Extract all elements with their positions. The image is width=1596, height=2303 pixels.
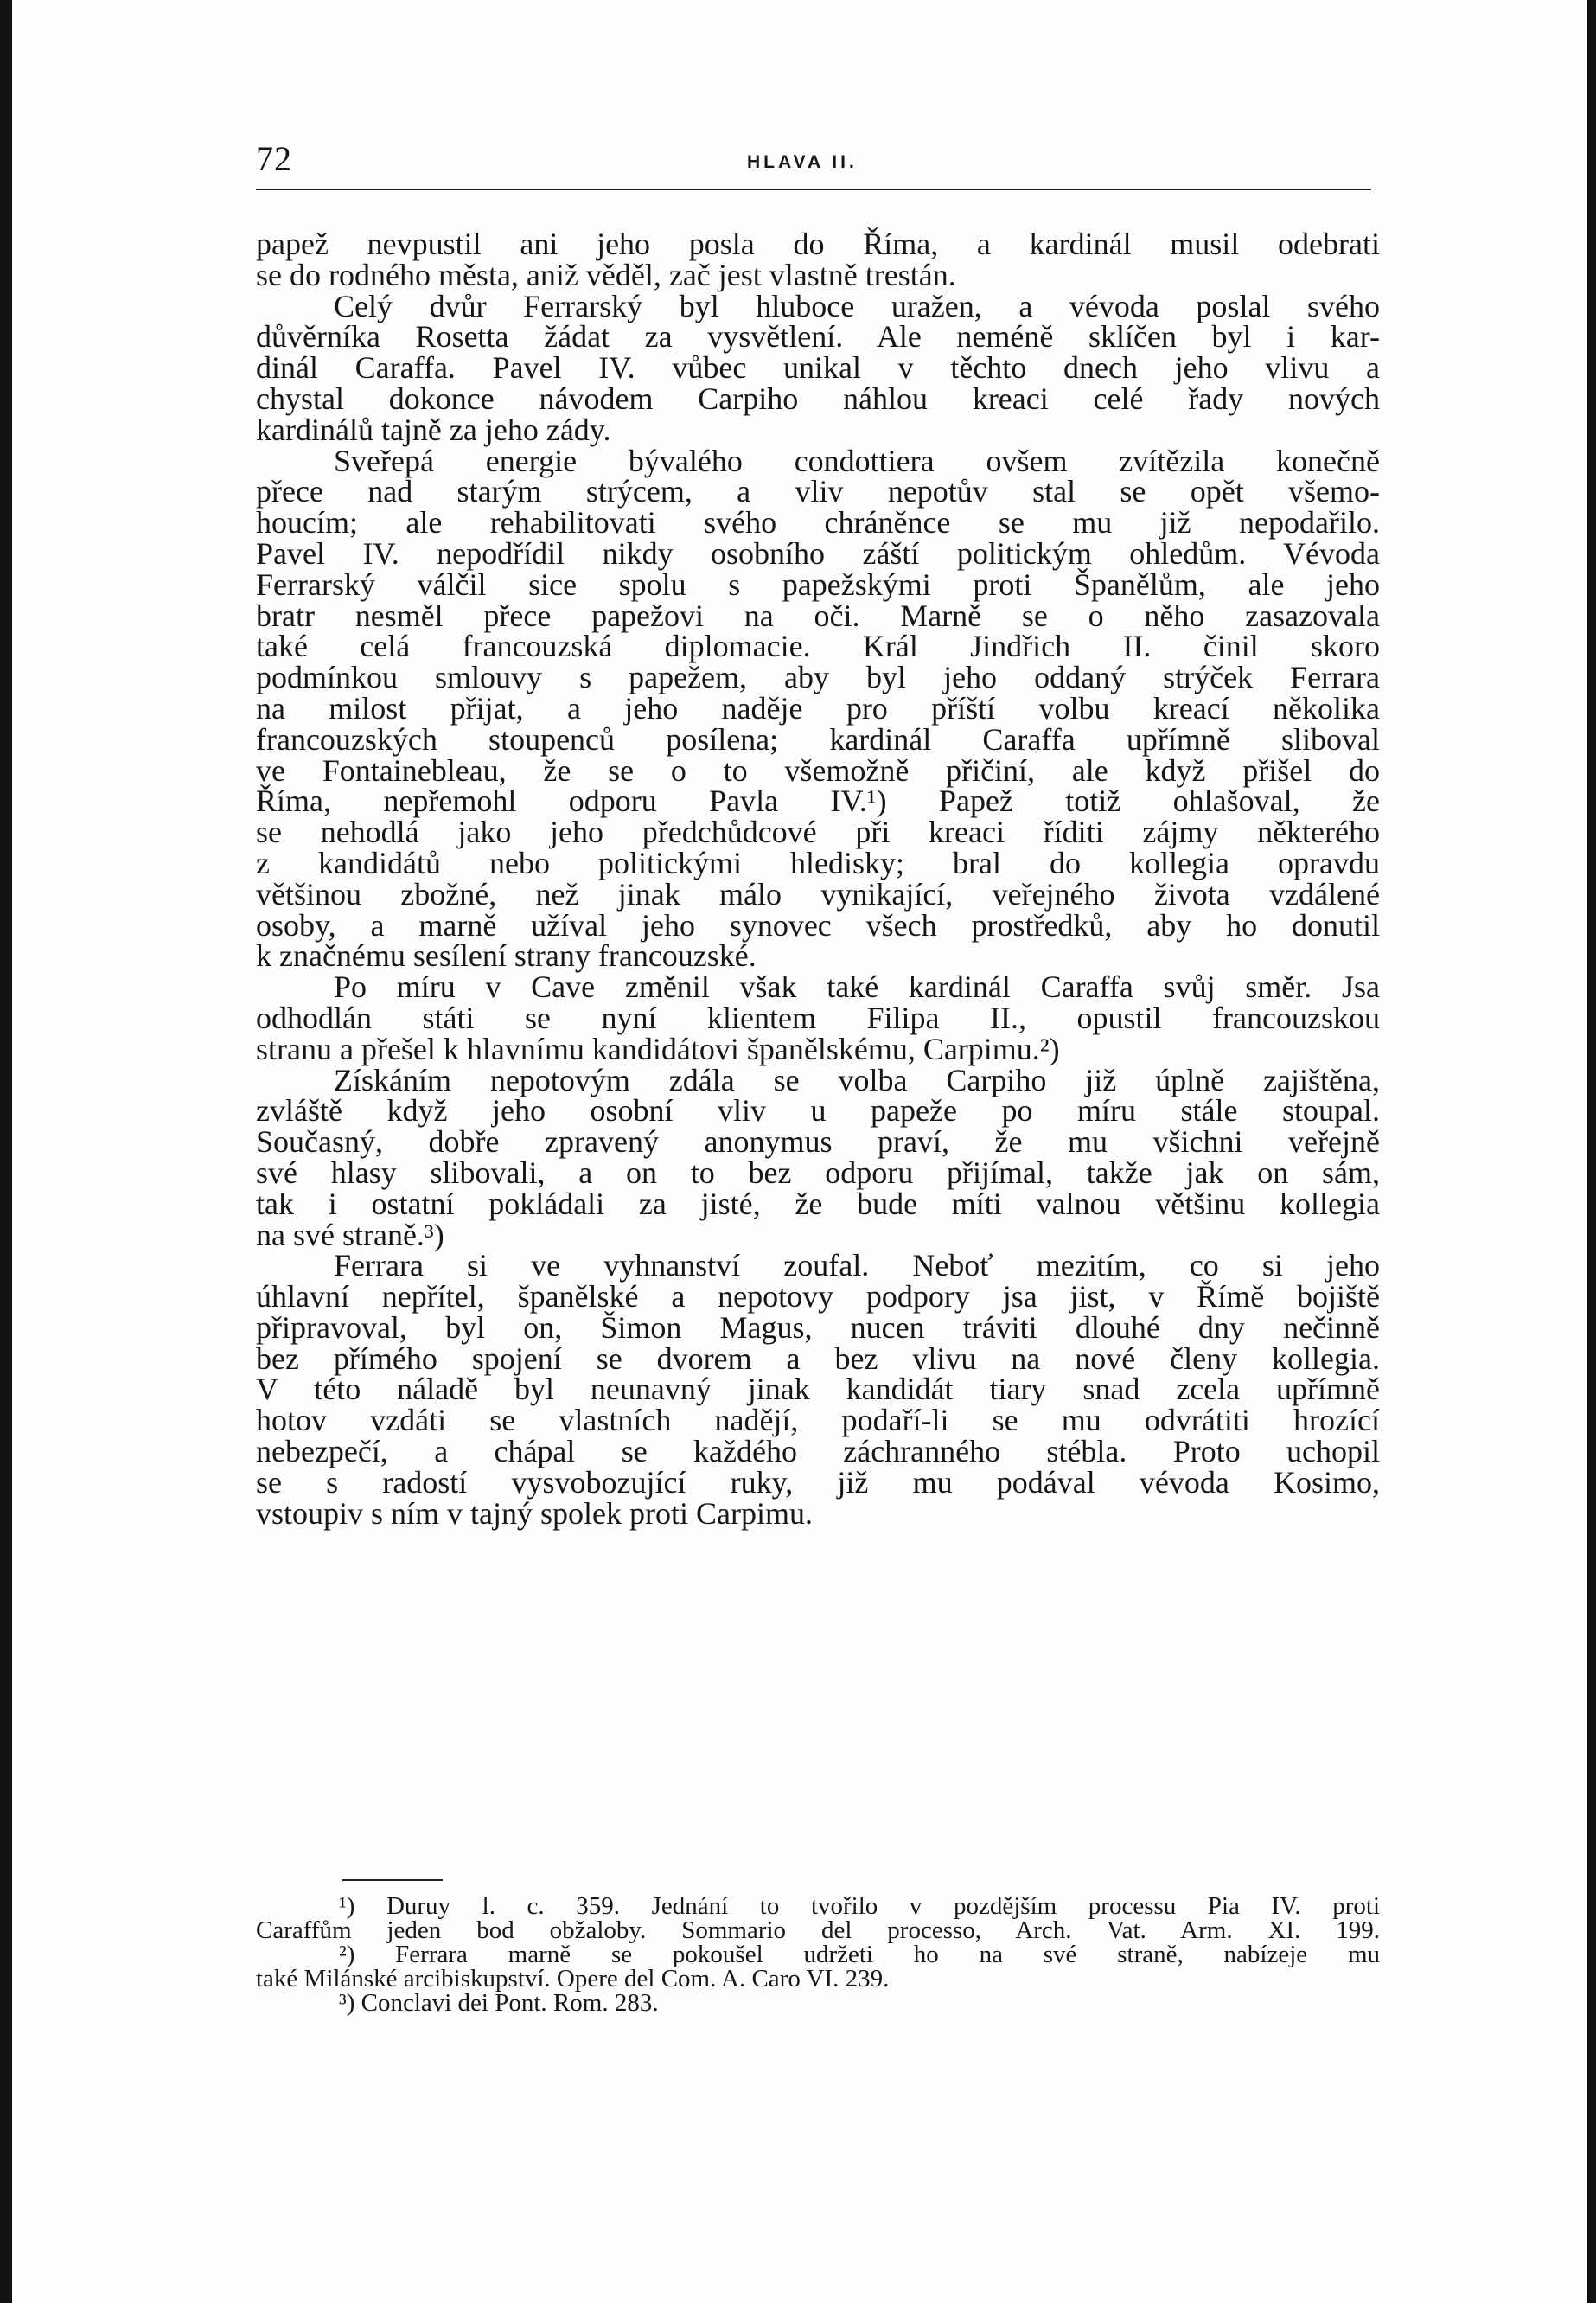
text-line: francouzských stoupenců posílena; kardinál Caraffa upřímně sliboval <box>256 721 1380 757</box>
header-rule <box>256 189 1371 190</box>
text-line: úhlavní nepřítel, španělské a nepotovy podpory jsa jist, v Římě bojiště <box>256 1279 1380 1315</box>
text-line: papež nevpustil ani jeho posla do Říma, a kardinál musil odebrati <box>256 227 1380 261</box>
text-line: na své straně.³) <box>256 1217 444 1252</box>
footnote-line: také Milánské arcibiskupství. Opere del Com. A. Caro VI. 239. <box>256 1965 890 1993</box>
text-line: Získáním nepotovým zdála se volba Carpiho již úplně zajištěna, <box>334 1062 1380 1097</box>
footnote-line: Caraffům jeden bod obžaloby. Sommario del processo, Arch. Vat. Arm. XI. 199. <box>256 1916 1380 1944</box>
text-line: stranu a přešel k hlavnímu kandidátovi španělskému, Carpimu.²) <box>256 1031 1060 1066</box>
text-line: dinál Caraffa. Pavel IV. vůbec unikal v těchto dnech jeho vlivu a <box>256 350 1380 386</box>
text-line: zvláště když jeho osobní vliv u papeže po míru stále stoupal. <box>256 1093 1380 1129</box>
text-line: se do rodného města, aniž věděl, zač jest vlastně trestán. <box>256 257 956 292</box>
text-line: bratr nesměl přece papežovi na oči. Marně se o něho zasazovala <box>256 598 1380 633</box>
footnote-line: ¹) Duruy l. c. 359. Jednání to tvořilo v pozdějším processu Pia IV. proti <box>339 1892 1380 1920</box>
text-line: tak i ostatní pokládali za jisté, že bude míti valnou většinu kollegia <box>256 1186 1380 1221</box>
text-line: Pavel IV. nepodřídil nikdy osobního záští politickým ohledům. Vévoda <box>256 535 1380 571</box>
text-line: Sveřepá energie bývalého condottiera ovšem zvítězila konečně <box>334 443 1380 478</box>
text-line: Ferrara si ve vyhnanství zoufal. Neboť mezitím, co si jeho <box>334 1248 1380 1283</box>
text-line: ve Fontainebleau, že se o to všemožně přičiní, ale když přišel do <box>256 752 1380 788</box>
page-header <box>256 138 1371 190</box>
text-line: osoby, a marně užíval jeho synovec všech prostředků, aby ho donutil <box>256 907 1380 943</box>
text-line: odhodlán státi se nyní klientem Filipa II., opustil francouzskou <box>256 1000 1380 1035</box>
page-number: 72 <box>256 139 292 178</box>
running-head: HLAVA II. <box>747 152 858 172</box>
text-line: Po míru v Cave změnil však také kardinál Caraffa svůj směr. Jsa <box>334 969 1380 1005</box>
text-line: bez přímého spojení se dvorem a bez vlivu na nové členy kollegia. <box>256 1340 1380 1376</box>
text-line: V této náladě byl neunavný jinak kandidát tiary snad zcela upřímně <box>256 1372 1380 1407</box>
text-line: také celá francouzská diplomacie. Král Jindřich II. činil skoro <box>256 629 1380 664</box>
text-line: nebezpečí, a chápal se každého záchranného stébla. Proto uchopil <box>256 1434 1380 1469</box>
text-line: přece nad starým strýcem, a vliv nepotův stal se opět všemo- <box>256 474 1380 509</box>
scan-edge-left <box>0 0 12 2303</box>
footnote-line: ³) Conclavi dei Pont. Rom. 283. <box>339 1989 659 2017</box>
text-line: kardinálů tajně za jeho zády. <box>256 412 611 447</box>
text-line: většinou zbožné, než jinak málo vynikající, veřejného života vzdálené <box>256 876 1380 912</box>
text-line: chystal dokonce návodem Carpiho náhlou kreaci celé řady nových <box>256 381 1380 416</box>
text-line: se s radostí vysvobozující ruky, již mu podával vévoda Kosimo, <box>256 1464 1380 1500</box>
text-line: Říma, nepřemohl odporu Pavla IV.¹) Papež totiž ohlašoval, že <box>256 784 1380 819</box>
text-line: k značnému sesílení strany francouzské. <box>256 938 757 974</box>
text-line: své hlasy slibovali, a on to bez odporu přijímal, takže jak on sám, <box>256 1155 1380 1190</box>
footnote-line: ²) Ferrara marně se pokoušel udržeti ho na své straně, nabízeje mu <box>339 1941 1380 1968</box>
body-text <box>256 229 1380 1529</box>
footnote-rule <box>342 1879 443 1881</box>
text-line: hotov vzdáti se vlastních nadějí, podaří-li se mu odvrátiti hrozící <box>256 1403 1380 1438</box>
text-line: Současný, dobře zpravený anonymus praví, že mu všichni veřejně <box>256 1124 1380 1160</box>
text-line: na milost přijat, a jeho naděje pro příští volbu kreací několika <box>256 690 1380 726</box>
text-line: důvěrníka Rosetta žádat za vysvětlení. Ale neméně sklíčen byl i kar- <box>256 319 1380 355</box>
text-line: houcím; ale rehabilitovati svého chráněnce se mu již nepodařilo. <box>256 505 1380 541</box>
scan-edge-right <box>1587 0 1596 2303</box>
text-line: vstoupiv s ním v tajný spolek proti Carpimu. <box>256 1495 813 1531</box>
text-line: se nehodlá jako jeho předchůdcové při kreaci říditi zájmy některého <box>256 815 1380 850</box>
text-line: Ferrarský válčil sice spolu s papežskými proti Španělům, ale jeho <box>256 566 1380 602</box>
text-line: z kandidátů nebo politickými hledisky; bral do kollegia opravdu <box>256 845 1380 880</box>
text-line: Celý dvůr Ferrarský byl hluboce uražen, a vévoda poslal svého <box>334 288 1380 323</box>
text-line: podmínkou smlouvy s papežem, aby byl jeho oddaný strýček Ferrara <box>256 660 1380 695</box>
footnotes <box>256 1894 1380 2015</box>
text-line: připravoval, byl on, Šimon Magus, nucen tráviti dlouhé dny nečinně <box>256 1309 1380 1345</box>
